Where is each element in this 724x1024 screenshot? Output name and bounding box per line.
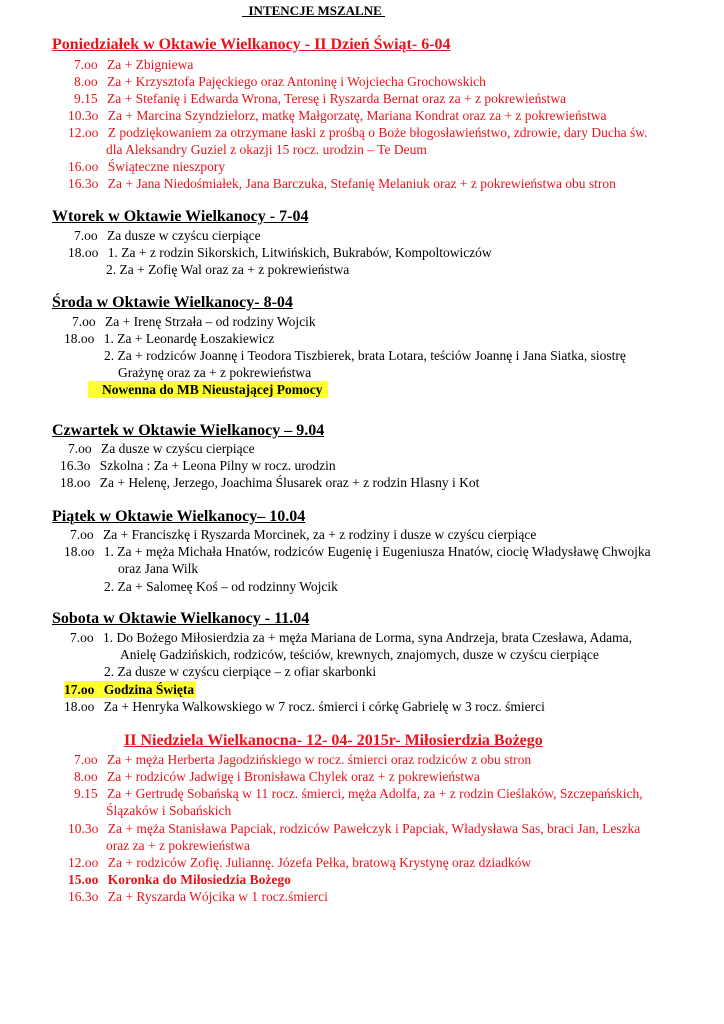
- entry-friday-2: [64, 543, 651, 560]
- entry-text: Za + Zbigniewa: [107, 57, 194, 72]
- entry-time: 7.oo: [70, 527, 94, 542]
- entry-time: 7.oo: [74, 752, 98, 767]
- entry-wednesday-2-cont: 2. Za + rodziców Joannę i Teodora Tiszbierek, brata Lotara, teściów Joannę i Jana Siatka, siostrę: [104, 348, 626, 363]
- entry-sunday-1: [74, 751, 531, 768]
- entry-thursday-1: [68, 440, 255, 457]
- entry-text: Za dusze w czyśc​u cierpiące: [107, 228, 261, 243]
- entry-time: 16.3o: [68, 889, 99, 904]
- entry-text: 1. Za + z rodzin Sikorskich, Litwińskich, Bukrabów, Kompoltowiczów: [107, 245, 492, 260]
- entry-text: Koronka do Miłosiedzia Bożego: [107, 872, 291, 887]
- entry-time: 16.oo: [68, 159, 99, 174]
- entry-time: 7.oo: [68, 441, 92, 456]
- entry-sunday-4-cont: oraz za + z pokrewieństwa: [106, 838, 251, 853]
- entry-time: 18.oo: [64, 544, 95, 559]
- entry-thursday-2: [60, 457, 336, 474]
- entry-tuesday-1: [74, 227, 261, 244]
- entry-time: 9.15: [74, 786, 98, 801]
- entry-text: Za + Henryka Walkowskiego w 7 rocz. śmierci i córkę Gabrielę w 3 rocz. śmierci: [103, 699, 545, 714]
- entry-time: 7.oo: [72, 314, 96, 329]
- entry-text: Szkolna : Za + Leona Pilny w rocz. urodzin: [99, 458, 336, 473]
- day-heading-saturday: Sobota w Oktawie Wielkanocy - 11.04: [52, 610, 310, 627]
- entry-text: Za + męża Stanisława Papciak, rodziców Pawełczyk i Papciak, Władysława Sas, braci Jan, Leszka: [107, 821, 641, 836]
- entry-sunday-6: [68, 871, 291, 888]
- document-title: INTENCJE MSZALNE: [242, 3, 386, 18]
- entry-text: Świąteczne nieszpory: [107, 159, 226, 174]
- entry-text: Za + męża Herberta Jagodzińskiego w rocz. śmierci oraz rodziców z obu stron: [107, 752, 532, 767]
- entry-time: 17.oo: [64, 682, 95, 697]
- entry-time: 16.3o: [68, 176, 99, 191]
- entry-time: 15.oo: [68, 872, 99, 887]
- entry-monday-7: [68, 175, 616, 192]
- entry-saturday-1-cont: Anielę Gadzińskich, rodziców, teściów, krewnych, znajomych, dusze w czyśc​u cierpiące: [120, 647, 599, 662]
- entry-sunday-3: [74, 785, 643, 802]
- entry-time: 12.oo: [68, 855, 99, 870]
- entry-text: Za + Helenę, Jerzego, Joachima Ślusarek oraz + z rodzin Hlasny i Kot: [99, 475, 480, 490]
- entry-text: Za + Jana Niedośmiałek, Jana Barczuka, Stefanię Melaniuk oraz + z pokrewieństwa obu stron: [107, 176, 616, 191]
- day-heading-sunday: II Niedziela Wielkanocna- 12- 04- 2015r- Miłosierdzia Bożego: [124, 732, 543, 749]
- entry-time: 7.oo: [74, 228, 98, 243]
- day-heading-tuesday: Wtorek w Oktawie Wielkanocy - 7-04: [52, 208, 309, 225]
- entry-monday-3: [74, 90, 566, 107]
- entry-friday-1: [70, 526, 536, 543]
- entry-monday-6: [68, 158, 225, 175]
- entry-text: 1. Za + męża Michała Hnatów, rodziców Eugenię i Eugeniusza Hnatów, ciocię Władysławę Chwojka: [103, 544, 651, 559]
- entry-sunday-4: [68, 820, 640, 837]
- entry-time: 7.oo: [74, 57, 98, 72]
- entry-saturday-1: [70, 629, 632, 646]
- entry-text: Za + Ryszarda Wójcika w 1 rocz.śmierci: [107, 889, 328, 904]
- day-heading-thursday: Czwartek w Oktawie Wielkanocy – 9.04: [52, 422, 325, 439]
- entry-sunday-5: [68, 854, 531, 871]
- entry-time: 18.oo: [64, 699, 95, 714]
- entry-time: 8.oo: [74, 74, 98, 89]
- entry-saturday-1-cont2: 2. Za dusze w czyśc​u cierpiące – z ofiar skarbonki: [104, 664, 377, 679]
- entry-time: 12.oo: [68, 125, 99, 140]
- day-heading-wednesday: Środa w Oktawie Wielkanocy- 8-04: [52, 294, 293, 311]
- day-heading-monday: Poniedziałek w Oktawie Wielkanocy - II Dzień Świąt- 6-04: [52, 36, 451, 53]
- entry-wednesday-1: [72, 313, 316, 330]
- entry-thursday-3: [60, 474, 479, 491]
- entry-sunday-2: [74, 768, 480, 785]
- entry-time: 8.oo: [74, 769, 98, 784]
- entry-saturday-2: [64, 681, 196, 698]
- entry-time: 18.oo: [60, 475, 91, 490]
- entry-text: Z podziękowaniem za otrzymane łaski z prośbą o Boże błogosławieństwo, zdrowie, dary Ducha św.: [107, 125, 648, 140]
- entry-friday-2-cont2: 2. Za + Salomeę Koś – od rodzinny Wojcik: [104, 579, 338, 594]
- entry-text: Za + Stefanię i Edwarda Wrona, Teresę i Ryszarda Bernat oraz za + z pokrewieństwa: [107, 91, 567, 106]
- entry-text: Za + Krzysztofa Pajęckiego oraz Antoninę i Wojciecha Grochowskich: [107, 74, 486, 89]
- entry-monday-2: [74, 73, 486, 90]
- entry-wednesday-2: [64, 330, 274, 347]
- entry-tuesday-2: [68, 244, 492, 261]
- entry-text: 1. Za + Leonardę Łoszakiewicz: [103, 331, 275, 346]
- entry-time: 18.oo: [64, 331, 95, 346]
- entry-time: 7.oo: [70, 630, 94, 645]
- entry-sunday-7: [68, 888, 328, 905]
- entry-monday-4: [68, 107, 607, 124]
- entry-text: Za dusze w czyśc​u cierpiące: [101, 441, 255, 456]
- entry-tuesday-2-cont: 2. Za + Zofię Wal oraz za + z pokrewieństwa: [106, 262, 350, 277]
- entry-sunday-3-cont: Ślązaków i Sobańskich: [106, 803, 232, 818]
- entry-time: 10.3o: [68, 108, 99, 123]
- entry-saturday-3: [64, 698, 545, 715]
- entry-monday-5: [68, 124, 647, 141]
- entry-text: Za + rodziców Jadwigę i Bronisława Chylek oraz + z pokrewieństwa: [107, 769, 480, 784]
- entry-monday-5-cont: dla Aleksandry Guziel z okazji 15 rocz. urodzin – Te Deum: [106, 142, 427, 157]
- entry-time: 18.oo: [68, 245, 99, 260]
- entry-text: Za + Franciszkę i Ryszarda Morcinek, za + z rodziny i dusze w czyśc​u cierpiące: [103, 527, 537, 542]
- entry-monday-1: [74, 56, 193, 73]
- entry-text: Za + Irenę Strzała – od rodziny Wojcik: [105, 314, 316, 329]
- entry-text: Za + Marcina Szyndzielorz, matkę Małgorzatę, Mariana Kondrat oraz za + z pokrewieństwa: [107, 108, 607, 123]
- entry-text: Za + Gertrudę Sobańską w 11 rocz. śmierci, męża Adolfa, za + z rodzin Cieślaków, Szczepańskich,: [107, 786, 643, 801]
- entry-time: 16.3o: [60, 458, 91, 473]
- day-heading-friday: Piątek w Oktawie Wielkanocy– 10.04: [52, 508, 306, 525]
- entry-friday-2-cont: oraz Jana Wilk: [118, 561, 199, 576]
- novena-note: Nowenna do MB Nieustającej Pomocy: [88, 381, 328, 398]
- entry-time: 9.15: [74, 91, 98, 106]
- entry-text: Za + rodziców Zofię. Juliannę. Józefa Pełka, bratową Krystynę oraz dziadków: [107, 855, 532, 870]
- entry-wednesday-2-cont2: Grażynę oraz za + z pokrewieństwa: [118, 365, 312, 380]
- entry-text: Godzina Święta: [103, 682, 195, 697]
- entry-text: 1. Do Bożego Miłosierdzia za + męża Mariana de Lorma, syna Andrzeja, brata Czesława, Adama,: [103, 630, 633, 645]
- entry-time: 10.3o: [68, 821, 99, 836]
